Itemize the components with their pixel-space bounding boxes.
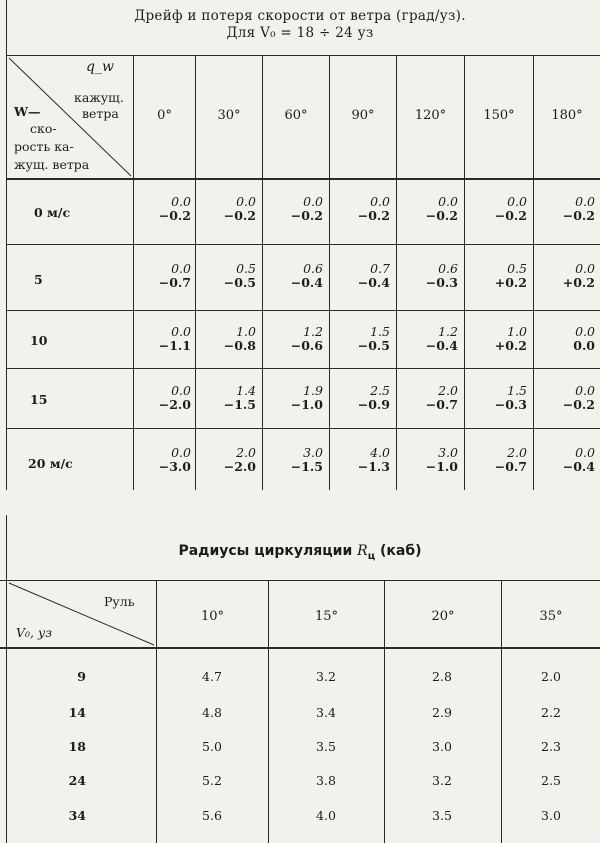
- table2-cell: 2.5: [541, 773, 561, 788]
- drift-value: 1.4: [236, 383, 256, 398]
- table2-cell: 2.8: [432, 669, 452, 684]
- drift-value: 0.0: [575, 324, 595, 339]
- table1-cell: [495, 325, 527, 353]
- drift-value: 0.0: [303, 194, 323, 209]
- speed-loss-value: +0.2: [494, 338, 527, 353]
- table1-cell: [495, 446, 527, 474]
- speed-loss-value: 0.0: [573, 338, 595, 353]
- table1-cell: [224, 325, 256, 353]
- corner-bottom-l3: рость ка-: [14, 139, 74, 154]
- table1-cell: [495, 384, 527, 412]
- speed-loss-value: −1.5: [223, 397, 256, 412]
- table1-cell: [224, 262, 256, 290]
- speed-loss-value: −0.3: [425, 275, 458, 290]
- table2-row-label: 24: [68, 773, 86, 788]
- table1-cell: [224, 384, 256, 412]
- drift-value: 0.7: [370, 261, 390, 276]
- table2-cell: 3.0: [432, 739, 452, 754]
- speed-loss-value: −0.5: [357, 338, 390, 353]
- speed-loss-value: −0.5: [223, 275, 256, 290]
- table2-corner-bottom: V₀, уз: [16, 625, 53, 640]
- table1-cell: [159, 325, 191, 353]
- corner-bottom-l4: жущ. ветра: [14, 157, 90, 172]
- speed-loss-value: −0.2: [223, 208, 256, 223]
- drift-value: 2.5: [370, 383, 390, 398]
- row-label: 5: [34, 272, 43, 287]
- speed-loss-value: −2.0: [158, 397, 191, 412]
- speed-loss-value: −1.0: [290, 397, 323, 412]
- table1-cell: [358, 325, 390, 353]
- speed-loss-value: −0.2: [425, 208, 458, 223]
- table1-cell: [159, 446, 191, 474]
- table1-cell: [358, 262, 390, 290]
- table1-cell: [563, 262, 595, 290]
- drift-value: 0.0: [171, 383, 191, 398]
- drift-value: 0.0: [575, 445, 595, 460]
- table2-row-label: 18: [68, 739, 86, 754]
- table1-cell: [159, 195, 191, 223]
- col-header: 120°: [414, 108, 447, 123]
- table1-cell: [291, 262, 323, 290]
- drift-value: 0.0: [507, 194, 527, 209]
- table1-cell: [224, 446, 256, 474]
- table1-row-sep: [6, 310, 600, 311]
- drift-value: 0.5: [236, 261, 256, 276]
- corner-top-sub1: кажущ.: [74, 90, 124, 105]
- table2-cell: 2.9: [432, 705, 452, 720]
- speed-loss-value: −0.4: [425, 338, 458, 353]
- corner-bottom-l2: ско-: [30, 121, 57, 136]
- table2-cell: 5.0: [202, 739, 222, 754]
- table2-cell: 5.6: [202, 808, 222, 823]
- drift-value: 2.0: [438, 383, 458, 398]
- table1-cell: [358, 195, 390, 223]
- speed-loss-value: −0.4: [562, 459, 595, 474]
- col-header: 60°: [284, 108, 308, 123]
- drift-value: 0.5: [507, 261, 527, 276]
- table1-cell: [291, 446, 323, 474]
- table2-cell: 3.5: [432, 808, 452, 823]
- speed-loss-value: −0.4: [357, 275, 390, 290]
- table1-subtitle: Для V₀ = 18 ÷ 24 уз: [226, 25, 374, 41]
- col-header: 180°: [551, 108, 583, 123]
- drift-value: 1.2: [438, 324, 458, 339]
- t2-col-header: 35°: [539, 609, 563, 624]
- speed-loss-value: −3.0: [158, 459, 191, 474]
- table2-left-border: [6, 515, 7, 843]
- table2-row-label: 9: [77, 669, 86, 684]
- table1-cell: [159, 262, 191, 290]
- speed-loss-value: −1.3: [357, 459, 390, 474]
- speed-loss-value: +0.2: [562, 275, 595, 290]
- table2-cell: 5.2: [202, 773, 222, 788]
- drift-value: 1.9: [303, 383, 323, 398]
- drift-value: 2.0: [236, 445, 256, 460]
- table2-header-rule: [0, 647, 600, 649]
- table1-cell: [291, 384, 323, 412]
- drift-value: 0.0: [236, 194, 256, 209]
- col-header: 30°: [217, 108, 241, 123]
- row-label: 0 м/с: [34, 205, 71, 220]
- table2-cell: 2.0: [541, 669, 561, 684]
- table1-header-rule: [6, 178, 600, 180]
- table1-cell: [563, 195, 595, 223]
- table2-cell: 3.2: [316, 669, 336, 684]
- drift-value: 1.0: [236, 324, 256, 339]
- drift-value: 2.0: [507, 445, 527, 460]
- speed-loss-value: −0.7: [158, 275, 191, 290]
- table2-cell: 3.8: [316, 773, 336, 788]
- drift-value: 0.0: [575, 194, 595, 209]
- table1-row-sep: [6, 244, 600, 245]
- t2-col-header: 10°: [200, 609, 225, 624]
- table1-cell: [563, 446, 595, 474]
- table1-row-sep: [6, 428, 600, 429]
- table2-cell: 3.0: [541, 808, 561, 823]
- table2-cell: 4.8: [202, 705, 222, 720]
- table1-cell: [426, 195, 458, 223]
- table1-cell: [426, 325, 458, 353]
- table2-row-label: 14: [68, 705, 86, 720]
- table1-row-sep: [6, 368, 600, 369]
- row-label: 20 м/с: [28, 456, 73, 471]
- table1-cell: [224, 195, 256, 223]
- speed-loss-value: −1.5: [290, 459, 323, 474]
- speed-loss-value: −0.4: [290, 275, 323, 290]
- table1-cell: [291, 195, 323, 223]
- drift-value: 1.5: [370, 324, 390, 339]
- speed-loss-value: −0.7: [425, 397, 458, 412]
- drift-value: 0.0: [171, 194, 191, 209]
- speed-loss-value: −0.2: [158, 208, 191, 223]
- table2-title: Радиусы циркуляции $R_ц$ (каб): [178, 543, 422, 562]
- table1-cell: [573, 325, 595, 353]
- drift-value: 0.6: [438, 261, 458, 276]
- t2-col-header: 20°: [431, 609, 455, 624]
- table1-title: Дрейф и потеря скорости от ветра (град/уз).: [134, 8, 466, 24]
- corner-top-sub2: ветра: [82, 106, 119, 121]
- table1-cell: [358, 446, 390, 474]
- speed-loss-value: −0.2: [562, 397, 595, 412]
- speed-loss-value: −0.3: [494, 397, 527, 412]
- table1-cell: [291, 325, 323, 353]
- speed-loss-value: −0.2: [562, 208, 595, 223]
- table2-cell: 2.3: [541, 739, 561, 754]
- table2-cell: 3.5: [316, 739, 336, 754]
- corner-bottom-l1: W—: [14, 104, 41, 119]
- speed-loss-value: −2.0: [223, 459, 256, 474]
- table1-cell: [495, 195, 527, 223]
- drift-value: 0.0: [171, 445, 191, 460]
- table2-cell: 3.2: [432, 773, 452, 788]
- speed-loss-value: −0.2: [357, 208, 390, 223]
- drift-value: 1.2: [303, 324, 323, 339]
- table2-cell: 3.4: [316, 705, 336, 720]
- speed-loss-value: −0.2: [494, 208, 527, 223]
- speed-loss-value: −0.7: [494, 459, 527, 474]
- table1-cell: [426, 262, 458, 290]
- table1-cell: [426, 384, 458, 412]
- drift-value: 4.0: [370, 445, 390, 460]
- speed-loss-value: −1.0: [425, 459, 458, 474]
- speed-loss-value: −1.1: [158, 338, 191, 353]
- table2-cell: 4.7: [202, 669, 222, 684]
- speed-loss-value: −0.9: [357, 397, 390, 412]
- drift-value: 3.0: [438, 445, 458, 460]
- drift-value: 0.6: [303, 261, 323, 276]
- drift-value: 3.0: [303, 445, 323, 460]
- drift-value: 0.0: [438, 194, 458, 209]
- row-label: 15: [30, 392, 48, 407]
- table1-cell: [426, 446, 458, 474]
- t2-col-header: 15°: [314, 609, 339, 624]
- drift-value: 0.0: [370, 194, 390, 209]
- drift-value: 0.0: [575, 261, 595, 276]
- drift-value: 0.0: [171, 324, 191, 339]
- speed-loss-value: −0.6: [290, 338, 323, 353]
- table1-cell: [495, 262, 527, 290]
- col-header: 90°: [351, 108, 375, 123]
- speed-loss-value: −0.2: [290, 208, 323, 223]
- table2-cell: 2.2: [541, 705, 561, 720]
- table1-cell: [563, 384, 595, 412]
- drift-value: 0.0: [171, 261, 191, 276]
- speed-loss-value: −0.8: [223, 338, 256, 353]
- corner-top-label: q_w: [86, 59, 114, 75]
- row-label: 10: [30, 333, 48, 348]
- col-header: 0°: [157, 108, 172, 123]
- drift-value: 0.0: [575, 383, 595, 398]
- table1-cell: [159, 384, 191, 412]
- drift-value: 1.5: [507, 383, 527, 398]
- table2-cell: 4.0: [316, 808, 336, 823]
- table2-corner-top: Руль: [104, 594, 135, 609]
- drift-value: 1.0: [507, 324, 527, 339]
- table2-row-label: 34: [68, 808, 86, 823]
- col-header: 150°: [483, 108, 515, 123]
- table1-cell: [358, 384, 390, 412]
- speed-loss-value: +0.2: [494, 275, 527, 290]
